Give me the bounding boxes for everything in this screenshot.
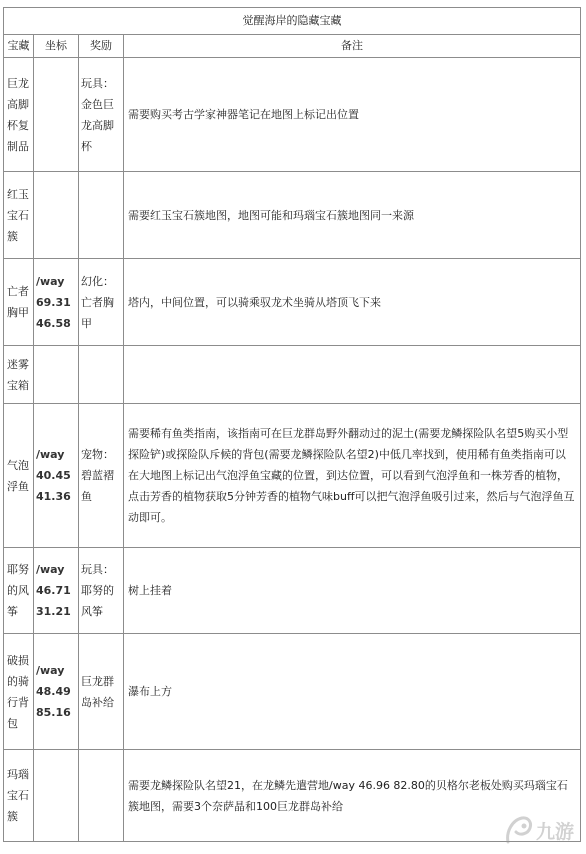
treasure-coord: /way 48.49 85.16: [34, 634, 79, 750]
treasure-coord: [34, 346, 79, 404]
treasure-reward: 宠物：碧蓝褶鱼: [79, 404, 124, 548]
treasure-reward: 幻化：亡者胸甲: [79, 259, 124, 346]
table-row: [4, 750, 581, 842]
table-row: [4, 634, 581, 750]
jiuyou-logo-icon: [502, 812, 580, 848]
treasure-notes: [124, 346, 581, 404]
treasure-coord: /way 46.71 31.21: [34, 548, 79, 634]
treasure-name: 亡者胸甲: [4, 259, 34, 346]
table-row: [4, 404, 581, 548]
treasure-coord: [34, 750, 79, 842]
treasure-notes: 瀑布上方: [124, 634, 581, 750]
header-name: 宝藏: [4, 35, 34, 58]
treasure-notes: 塔内，中间位置，可以骑乘驭龙术坐骑从塔顶飞下来: [124, 259, 581, 346]
treasure-coord: /way 69.31 46.58: [34, 259, 79, 346]
watermark: [502, 812, 580, 848]
table-row: [4, 259, 581, 346]
treasure-coord: /way 40.45 41.36: [34, 404, 79, 548]
table-row: [4, 548, 581, 634]
treasure-notes: 需要稀有鱼类指南，该指南可在巨龙群岛野外翻动过的泥土(需要龙鳞探险队名望5购买小型探险铲)或探险队斥候的背包(需要龙鳞探险队名望2)中低几率找到，使用稀有鱼类指南可以在大地图上标记出气泡浮鱼宝藏的位置，到达位置，可以看到气泡浮鱼和一株芳香的植物，点击芳香的植物获取5分钟芳香的植物气味buff可以把气泡浮鱼吸引过来，然后与气泡浮鱼互动即可。: [124, 404, 581, 548]
treasure-name: 气泡浮鱼: [4, 404, 34, 548]
treasure-notes: 需要购买考古学家神器笔记在地图上标记出位置: [124, 58, 581, 172]
treasure-notes: 树上挂着: [124, 548, 581, 634]
treasure-reward: 巨龙群岛补给: [79, 634, 124, 750]
treasure-reward: [79, 346, 124, 404]
header-coord: 坐标: [34, 35, 79, 58]
treasure-notes: 需要龙鳞探险队名望21，在龙鳞先遣营地/way 46.96 82.80的贝格尔老板处购买玛瑙宝石簇地图，需要3个奈萨晶和100巨龙群岛补给: [124, 750, 581, 842]
header-notes: 备注: [124, 35, 581, 58]
treasure-name: 玛瑙宝石簇: [4, 750, 34, 842]
table-title: 觉醒海岸的隐藏宝藏: [4, 8, 581, 35]
table-row: [4, 346, 581, 404]
table-row: [4, 172, 581, 259]
treasure-name: 巨龙高脚杯复制品: [4, 58, 34, 172]
treasure-coord: [34, 58, 79, 172]
treasure-table: [3, 7, 581, 842]
treasure-reward: 玩具：耶努的风筝: [79, 548, 124, 634]
header-reward: 奖励: [79, 35, 124, 58]
treasure-name: 破损的骑行背包: [4, 634, 34, 750]
table-row: [4, 58, 581, 172]
watermark-text: 九游: [536, 821, 575, 843]
treasure-name: 迷雾宝箱: [4, 346, 34, 404]
treasure-coord: [34, 172, 79, 259]
treasure-reward: [79, 750, 124, 842]
treasure-name: 红玉宝石簇: [4, 172, 34, 259]
treasure-name: 耶努的风筝: [4, 548, 34, 634]
treasure-notes: 需要红玉宝石簇地图，地图可能和玛瑙宝石簇地图同一来源: [124, 172, 581, 259]
treasure-reward: 玩具：金色巨龙高脚杯: [79, 58, 124, 172]
treasure-reward: [79, 172, 124, 259]
